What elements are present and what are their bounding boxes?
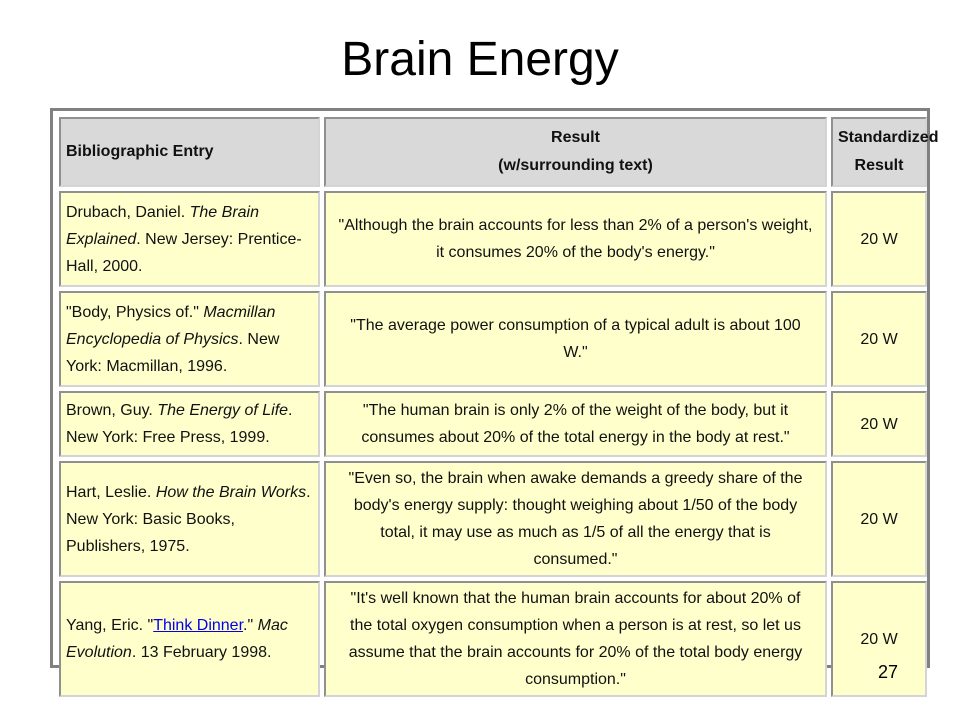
standardized-cell: 20 W: [831, 391, 927, 457]
header-result-line1: Result: [551, 129, 600, 146]
page-number: 27: [878, 662, 899, 682]
table-row: [59, 191, 927, 287]
header-row: [59, 117, 927, 187]
sources-table: [55, 113, 939, 701]
bibliographic-cell: [59, 191, 320, 287]
header-bibliographic-entry: [59, 117, 320, 187]
standardized-cell: 20 W: [831, 461, 927, 577]
bib-title: Macmillan Encyclopedia of Physics: [66, 303, 276, 348]
table-row: [59, 391, 927, 457]
bib-author: Drubach, Daniel.: [66, 203, 190, 221]
bib-publication: . New York: Basic Books, Publishers, 1975.: [66, 483, 311, 555]
bib-publication: . New Jersey: Prentice-Hall, 2000.: [66, 230, 302, 275]
bibliographic-cell: [59, 581, 320, 697]
standardized-cell: 20 W: [831, 581, 927, 697]
header-bibliographic-label: Bibliographic Entry: [66, 143, 214, 160]
standardized-cell: 20 W: [831, 291, 927, 387]
bib-title: The Energy of Life: [157, 402, 289, 419]
bib-publication: . 13 February 1998.: [131, 644, 272, 661]
bib-title: Mac Evolution: [66, 617, 288, 661]
think-dinner-link[interactable]: Think Dinner: [153, 617, 244, 634]
bib-after-link: .": [243, 617, 258, 634]
bibliographic-cell: [59, 391, 320, 457]
bib-publication: . New York: Macmillan, 1996.: [66, 330, 280, 375]
bibliographic-cell: [59, 461, 320, 577]
standardized-cell: 20 W: [831, 191, 927, 287]
result-cell: "It's well known that the human brain accounts for about 20% of the total oxygen consumption when a person is at rest, so let us assume that the brain accounts for 20% of the total body energy consumption.": [324, 581, 827, 697]
result-cell: "Even so, the brain when awake demands a greedy share of the body's energy supply: thought weighing about 1/50 of the body total, it may use as much as 1/5 of all the energy that is consumed.": [324, 461, 827, 577]
bib-author: Hart, Leslie.: [66, 483, 156, 501]
bib-author: Yang, Eric. ": [66, 617, 154, 634]
bibliographic-cell: [59, 291, 320, 387]
bib-author: Brown, Guy.: [66, 402, 158, 419]
bib-author: "Body, Physics of.": [66, 303, 204, 321]
result-cell: "The average power consumption of a typical adult is about 100 W.": [324, 291, 827, 387]
header-standardized-result: [831, 117, 939, 187]
bib-title: How the Brain Works: [155, 483, 307, 501]
bib-title: The Brain Explained: [66, 203, 259, 248]
header-standardized-line1: Standardized: [838, 129, 939, 146]
result-cell: "The human brain is only 2% of the weight of the body, but it consumes about 20% of the total energy in the body at rest.": [324, 391, 827, 457]
header-standardized-line2: Result: [854, 157, 904, 174]
result-cell: "Although the brain accounts for less than 2% of a person's weight, it consumes 20% of the body's energy.": [324, 191, 827, 287]
header-result: [324, 117, 827, 187]
header-result-line2: (w/surrounding text): [498, 157, 653, 174]
table-row: [59, 461, 927, 577]
slide-title: Brain Energy: [341, 33, 619, 86]
bib-publication: . New York: Free Press, 1999.: [66, 402, 293, 446]
table-row: [59, 291, 927, 387]
table-row: [59, 581, 927, 697]
